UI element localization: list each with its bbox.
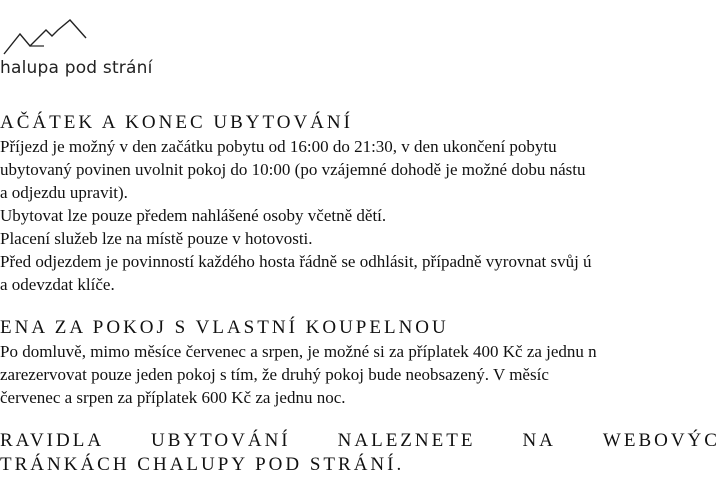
paragraph-line: Před odjezdem je povinností každého hosta řádně se odhlásit, případně vyrovnat svůj ú [0,252,592,271]
house-roof-icon [0,20,100,56]
rules-word: WEBOVÝC [602,430,720,451]
paragraph-line: ubytovaný povinen uvolnit pokoj do 10:00 (po vzájemné dohodě je možné dobu nástu [0,160,586,179]
paragraph-line: Ubytovat lze pouze předem nahlášené osoby včetně dětí. [0,206,387,225]
rules-notice-line-1 [0,430,720,452]
paragraph-line: a odjezdu upravit). [0,183,128,202]
paragraph-line: a odevzdat klíče. [0,275,115,294]
rules-word: NALEZNETE [337,430,476,451]
logo [0,20,160,80]
logo-text: halupa pod strání [0,58,153,78]
section-heading-room-price: ENA ZA POKOJ S VLASTNÍ KOUPELNOU [0,317,449,338]
paragraph-line: Po domluvě, mimo měsíce červenec a srpen, je možné si za příplatek 400 Kč za jednu n [0,342,597,361]
paragraph-line: červenec a srpen za příplatek 600 Kč za jednu noc. [0,388,346,407]
rules-word: RAVIDLA [0,430,105,451]
rules-word: NA [522,430,556,451]
paragraph-line: Příjezd je možný v den začátku pobytu od 16:00 do 21:30, v den ukončení pobytu [0,137,557,156]
rules-word: UBYTOVÁNÍ [151,430,291,451]
rules-notice-line-2: TRÁNKÁCH CHALUPY POD STRÁNÍ. [0,454,405,475]
paragraph-line: zarezervovat pouze jeden pokoj s tím, že druhý pokoj bude neobsazený. V měsíc [0,365,549,384]
paragraph-line: Placení služeb lze na místě pouze v hotovosti. [0,229,313,248]
section-heading-start-end: AČÁTEK A KONEC UBYTOVÁNÍ [0,112,353,133]
